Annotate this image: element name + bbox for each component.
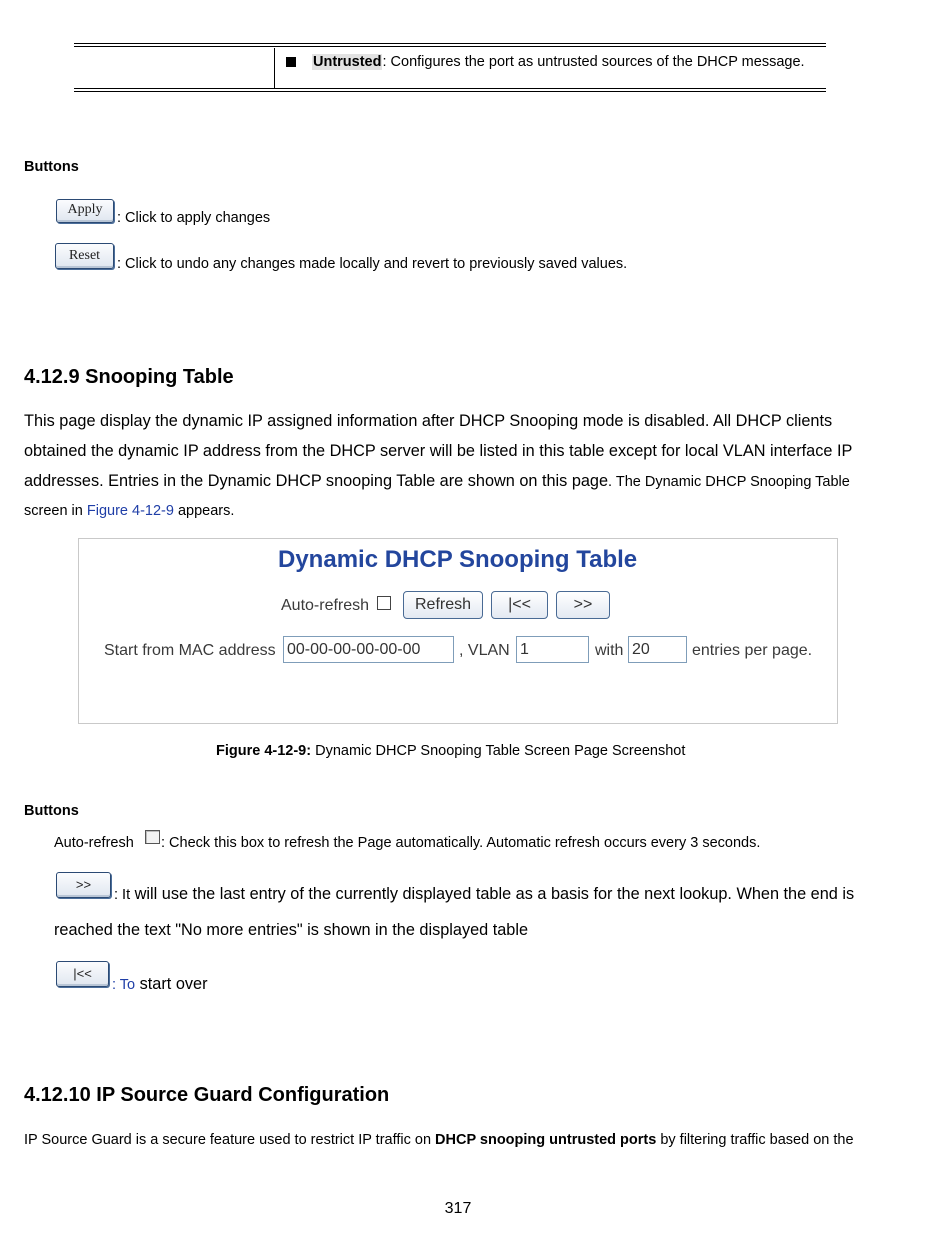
next-description-line <box>114 885 854 904</box>
paragraph-text: addresses. Entries in the Dynamic DHCP snooping Table are shown on this page <box>24 472 609 490</box>
figure-caption-text: Dynamic DHCP Snooping Table Screen Page Screenshot <box>311 743 686 759</box>
paragraph-bold-text: DHCP snooping untrusted ports <box>435 1132 657 1148</box>
first-description-line <box>112 975 208 994</box>
table-top-rule <box>74 43 826 44</box>
figure-caption <box>216 743 685 759</box>
section-title-snooping-table: 4.12.9 Snooping Table <box>24 366 234 388</box>
figure-link[interactable]: Figure 4-12-9 <box>86 503 174 519</box>
reset-button[interactable]: Reset <box>55 243 114 269</box>
section-title-ip-source-guard: 4.12.10 IP Source Guard Configuration <box>24 1084 390 1106</box>
auto-refresh-description: : Check this box to refresh the Page automatically. Automatic refresh occurs every 3 seconds. <box>161 835 761 851</box>
paragraph-text-small: . The Dynamic DHCP Snooping Table <box>608 474 850 490</box>
paragraph-line: obtained the dynamic IP address from the DHCP server will be listed in this table except for local VLAN interface IP <box>24 442 853 460</box>
untrusted-description: : Configures the port as untrusted sources of the DHCP message. <box>382 54 805 70</box>
table-top-rule-inner <box>74 46 826 47</box>
paragraph-line: This page display the dynamic IP assigned information after DHCP Snooping mode is disabled. All DHCP clients <box>24 412 833 430</box>
next-page-button[interactable]: >> <box>556 591 610 619</box>
auto-refresh-checkbox[interactable] <box>377 596 391 610</box>
page-number: 317 <box>444 1200 472 1217</box>
paragraph-text: IP Source Guard is a secure feature used to restrict IP traffic on <box>24 1132 436 1148</box>
next-button-example[interactable]: >> <box>56 872 111 898</box>
table-bottom-rule <box>74 88 826 89</box>
refresh-button[interactable]: Refresh <box>403 591 483 619</box>
start-mac-label: Start from MAC address <box>104 642 276 659</box>
next-description-text: will use the last entry of the currently displayed table as a basis for the next lookup. When the end is <box>130 885 855 903</box>
vlan-label: , VLAN <box>459 642 510 659</box>
auto-refresh-checkbox-icon <box>145 830 160 844</box>
apply-description: : Click to apply changes <box>117 210 271 226</box>
vlan-input[interactable] <box>516 636 589 663</box>
next-description-lead: : It <box>114 887 131 903</box>
first-description-text: start over <box>135 975 208 993</box>
figure-caption-number: Figure 4-12-9: <box>216 743 312 759</box>
mac-address-input[interactable] <box>283 636 454 663</box>
reset-description: : Click to undo any changes made locally and revert to previously saved values. <box>117 256 628 272</box>
untrusted-row <box>312 54 805 70</box>
auto-refresh-label: Auto-refresh <box>281 597 370 614</box>
entries-per-page-input[interactable] <box>628 636 687 663</box>
table-bottom-rule-inner <box>74 91 826 92</box>
paragraph-text: by filtering traffic based on the <box>656 1132 854 1148</box>
entries-per-page-label: entries per page. <box>692 642 813 659</box>
table-cell-divider <box>274 48 275 89</box>
buttons-heading: Buttons <box>24 803 79 819</box>
paragraph-text: appears. <box>173 503 235 519</box>
untrusted-term: Untrusted <box>313 54 382 70</box>
auto-refresh-item-label: Auto-refresh <box>54 835 134 851</box>
first-page-button[interactable]: |<< <box>491 591 548 619</box>
with-label: with <box>595 642 624 659</box>
paragraph-line <box>24 503 234 519</box>
first-description-lead: : To <box>112 977 136 993</box>
first-button-example[interactable]: |<< <box>56 961 109 987</box>
paragraph-text: screen in <box>24 503 87 519</box>
ip-source-guard-paragraph <box>24 1132 854 1148</box>
apply-button[interactable]: Apply <box>56 199 114 223</box>
next-description-line-2: reached the text "No more entries" is shown in the displayed table <box>54 921 529 939</box>
square-bullet-icon <box>286 57 296 67</box>
paragraph-line <box>24 472 850 491</box>
buttons-heading: Buttons <box>24 159 79 175</box>
figure-title: Dynamic DHCP Snooping Table <box>278 546 638 573</box>
